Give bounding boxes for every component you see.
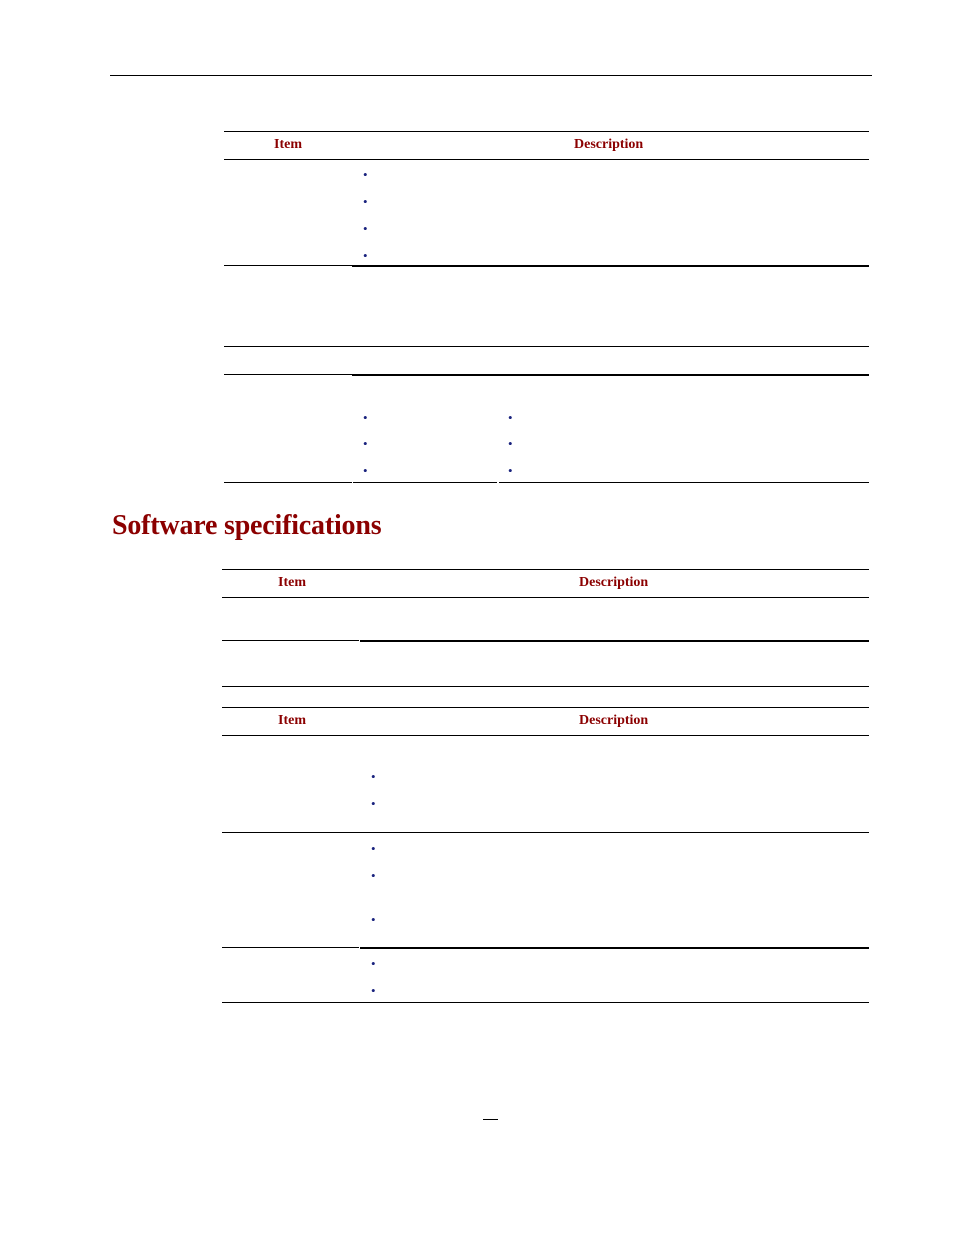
table-header-border xyxy=(222,735,869,736)
table-top-border xyxy=(222,569,869,570)
row-border xyxy=(224,374,352,375)
list-bullet: • xyxy=(363,194,368,209)
table-header-border xyxy=(222,597,869,598)
list-bullet: • xyxy=(371,912,376,927)
column-header-description: Description xyxy=(574,137,644,152)
list-bullet: • xyxy=(508,463,513,478)
list-bullet: • xyxy=(363,248,368,263)
page-number-rule xyxy=(483,1119,498,1120)
page-top-rule xyxy=(110,75,872,76)
column-header-description: Description xyxy=(579,713,649,728)
table-bottom-border xyxy=(222,1002,869,1003)
table-top-border xyxy=(224,131,869,132)
list-bullet: • xyxy=(371,796,376,811)
row-border xyxy=(222,832,869,833)
list-bullet: • xyxy=(363,463,368,478)
table-header-border xyxy=(224,159,869,160)
row-border xyxy=(352,374,869,376)
table-bottom-border xyxy=(499,482,869,483)
section-heading: Software specifications xyxy=(112,510,382,541)
column-header-description: Description xyxy=(579,575,649,590)
row-border xyxy=(224,346,869,347)
row-border xyxy=(352,265,869,267)
list-bullet: • xyxy=(363,436,368,451)
list-bullet: • xyxy=(363,167,368,182)
column-header-item: Item xyxy=(278,575,306,590)
list-bullet: • xyxy=(371,769,376,784)
row-border xyxy=(222,947,359,948)
row-border xyxy=(360,947,869,949)
column-header-item: Item xyxy=(278,713,306,728)
list-bullet: • xyxy=(508,436,513,451)
table-bottom-border xyxy=(353,482,497,483)
table-bottom-border xyxy=(224,482,352,483)
column-header-item: Item xyxy=(274,137,302,152)
table-bottom-border xyxy=(222,686,869,687)
table-top-border xyxy=(222,707,869,708)
list-bullet: • xyxy=(371,868,376,883)
row-border xyxy=(224,265,352,266)
list-bullet: • xyxy=(363,410,368,425)
row-border xyxy=(360,640,869,642)
list-bullet: • xyxy=(371,841,376,856)
row-border xyxy=(222,640,359,641)
list-bullet: • xyxy=(371,983,376,998)
list-bullet: • xyxy=(363,221,368,236)
list-bullet: • xyxy=(508,410,513,425)
list-bullet: • xyxy=(371,956,376,971)
